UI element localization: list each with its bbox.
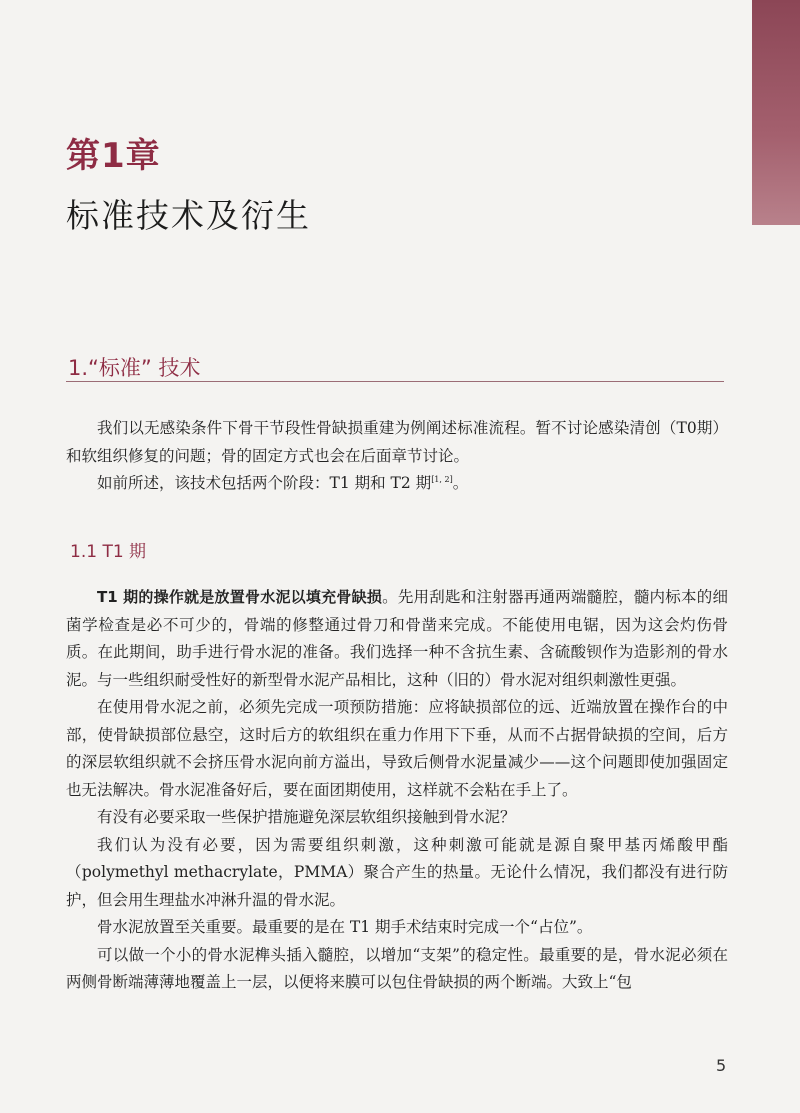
bold-lead-sentence: T1 期的操作就是放置骨水泥以填充骨缺损 (97, 588, 383, 606)
paragraph-text: 如前所述，该技术包括两个阶段：T1 期和 T2 期 (97, 474, 432, 492)
paragraph-text: 。先用刮匙和注射器再通两端髓腔，髓内标本的细菌学检查是必不可少的，骨端的修整通过骨刀和骨凿来完成。不能使用电锯，因为这会灼伤骨质。在此期间，助手进行骨水泥的准备。我们选择一种不含抗生素、含硫酸钡作为造影剂的骨水泥。与一些组织耐受性好的新型骨水泥产品相比，这种（旧的）骨水泥对组织刺激性更强。 (66, 588, 728, 689)
citation: [1, 2] (431, 475, 453, 484)
paragraph: 我们以无感染条件下骨干节段性骨缺损重建为例阐述标准流程。暂不讨论感染清创（T0期）和软组织修复的问题；骨的固定方式也会在后面章节讨论。 (66, 419, 728, 465)
paragraph (66, 584, 728, 694)
section-divider (66, 381, 724, 382)
subsection-body (66, 584, 728, 997)
chapter-thumb-tab (752, 0, 800, 225)
subsection-title: 1.1 T1 期 (70, 542, 147, 562)
paragraph: 骨水泥放置至关重要。最重要的是在 T1 期手术结束时完成一个“占位”。 (97, 918, 593, 936)
paragraph-end: 。 (452, 474, 469, 492)
paragraph: 可以做一个小的骨水泥榫头插入髓腔，以增加“支架”的稳定性。最重要的是，骨水泥必须在两侧骨断端薄薄地覆盖上一层，以便将来膜可以包住骨缺损的两个断端。大致上“包 (66, 945, 728, 991)
section-intro (66, 415, 728, 498)
page-number: 5 (716, 1056, 727, 1075)
chapter-number: 第1章 (66, 136, 161, 176)
paragraph (66, 470, 728, 498)
paragraph: 有没有必要采取一些保护措施避免深层软组织接触到骨水泥？ (97, 808, 516, 826)
paragraph: 在使用骨水泥之前，必须先完成一项预防措施：应将缺损部位的远、近端放置在操作台的中部，使骨缺损部位悬空，这时后方的软组织在重力作用下下垂，从而不占据骨缺损的空间，后方的深层软组织就不会挤压骨水泥向前方溢出，导致后侧骨水泥量减少——这个问题即使加强固定也无法解决。骨水泥准备好后，要在面团期使用，这样就不会粘在手上了。 (66, 698, 728, 799)
paragraph: 我们认为没有必要，因为需要组织刺激，这种刺激可能就是源自聚甲基丙烯酸甲酯（polymethyl methacrylate，PMMA）聚合产生的热量。无论什么情况，我们都没有进行防护，但会用生理盐水冲淋升温的骨水泥。 (66, 835, 728, 909)
section-title: 1.“标准” 技术 (68, 356, 201, 380)
chapter-title: 标准技术及衍生 (66, 196, 311, 235)
